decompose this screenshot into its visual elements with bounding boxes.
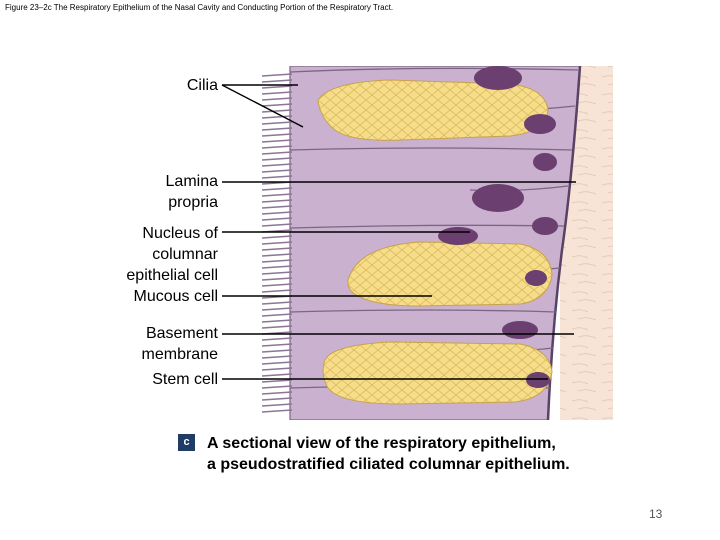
basement-membrane-label: Basement membrane (141, 325, 218, 363)
cilia-fringe (262, 74, 292, 412)
panel-letter-badge: c (178, 434, 195, 451)
stem-cell-label: Stem cell (152, 371, 218, 388)
nucleus-label: Nucleus of columnar epithelial cell (126, 225, 218, 284)
mucous-cell-label: Mucous cell (133, 288, 218, 305)
lamina-propria-label: Lamina propria (165, 173, 218, 211)
mucous-cell-upper (318, 80, 548, 140)
cilia-label: Cilia (186, 77, 218, 94)
figure-caption: A sectional view of the respiratory epithelium, a pseudostratified ciliated columnar epithelium. (207, 435, 570, 473)
page-number: 13 (649, 507, 663, 521)
mucous-cell-lower (323, 342, 552, 404)
figure-title: Figure 23–2c The Respiratory Epithelium of the Nasal Cavity and Conducting Portion of the Respiratory Tract. (5, 3, 394, 12)
tissue-section (262, 66, 620, 420)
